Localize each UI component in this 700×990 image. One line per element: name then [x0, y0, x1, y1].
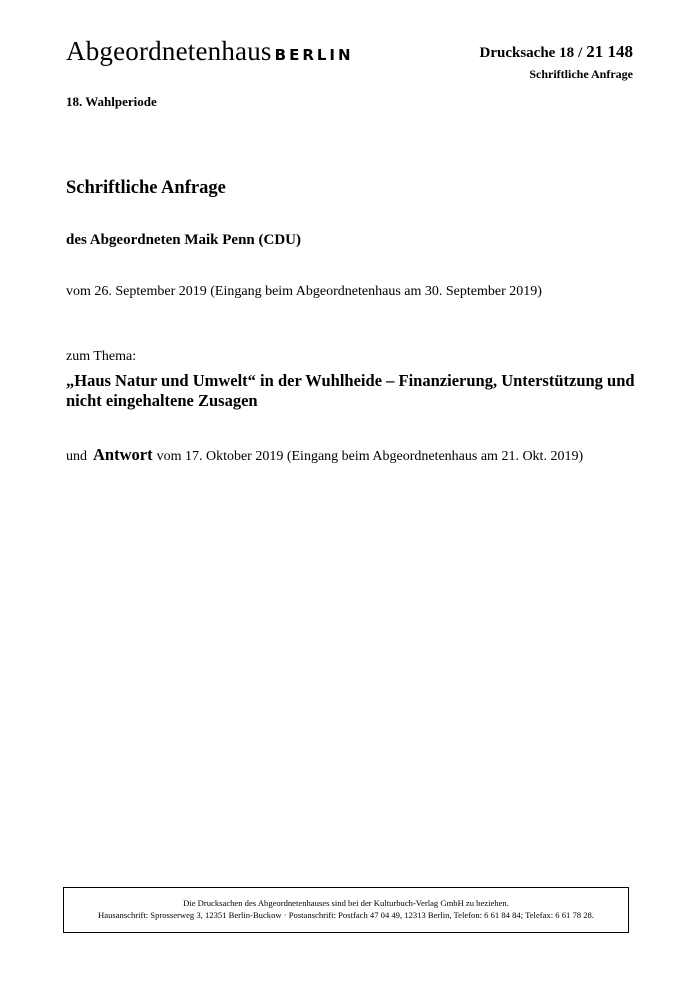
author-line: des Abgeordneten Maik Penn (CDU) [66, 232, 301, 248]
footer-line-1: Die Drucksachen des Abgeordnetenhauses sind bei der Kulturbuch-Verlag GmbH zu beziehen. [183, 898, 509, 908]
topic-label: zum Thema: [66, 349, 137, 364]
document-type-small: Schriftliche Anfrage [529, 67, 633, 81]
answer-line [66, 445, 583, 465]
date-line: vom 26. September 2019 (Eingang beim Abgeordnetenhaus am 30. September 2019) [66, 284, 542, 299]
document-type-heading: Schriftliche Anfrage [66, 178, 226, 198]
drucksache-label: Drucksache 18 [479, 45, 575, 61]
drucksache-number [480, 42, 634, 62]
drucksache-slash: / [578, 45, 583, 61]
legislative-period: 18. Wahlperiode [66, 94, 157, 109]
footer-box [63, 887, 629, 933]
logo-main-text: Abgeordnetenhaus [66, 36, 272, 66]
answer-date: vom 17. Oktober 2019 (Eingang beim Abgeordnetenhaus am 21. Okt. 2019) [156, 449, 584, 464]
parliament-logo [66, 36, 354, 67]
answer-prefix: und [66, 449, 87, 464]
topic-title: „Haus Natur und Umwelt“ in der Wuhlheide – Finanzierung, Unterstützung und nicht eingehaltene Zusagen [66, 371, 635, 410]
footer-line-2: Hausanschrift: Sprosserweg 3, 12351 Berlin-Buckow · Postanschrift: Postfach 47 04 49, 12313 Berlin, Telefon: 6 61 84 84; Telefax: 6 61 78 28. [98, 910, 594, 920]
answer-word: Antwort [93, 445, 153, 464]
drucksache-id: 21 148 [586, 42, 633, 61]
logo-city-text: BERLIN [274, 46, 354, 64]
